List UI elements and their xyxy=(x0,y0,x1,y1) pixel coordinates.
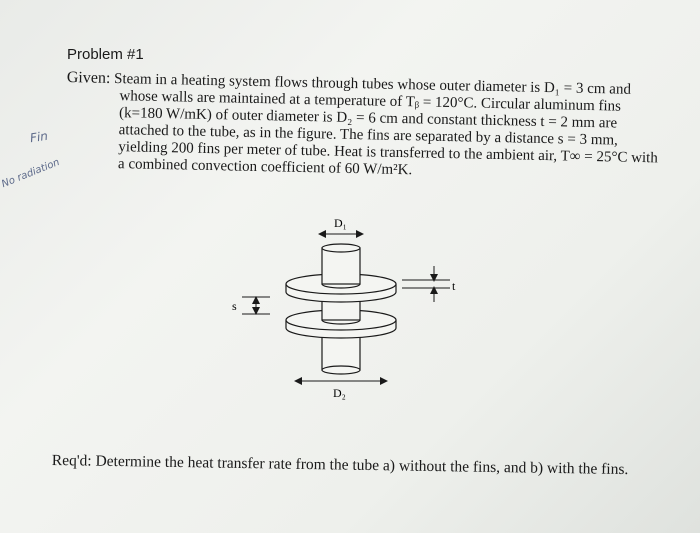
t-label: t xyxy=(452,279,456,293)
problem-number: Problem #1 xyxy=(67,46,144,63)
given-label: Given: xyxy=(66,69,111,87)
given-statement xyxy=(65,69,667,185)
tube-top xyxy=(322,244,360,284)
d2-label: D₂ xyxy=(333,386,346,400)
d1-label: D₁ xyxy=(334,216,347,230)
required-statement: Req'd: Determine the heat transfer rate from the tube a) without the fins, and b) with the fins. xyxy=(51,452,629,479)
finned-tube-figure xyxy=(200,200,480,410)
given-text: Steam in a heating system flows through tubes whose outer diameter is D₁ = 3 cm and whose walls are maintained at a temperature of Tᵦ = 120°C. Circular aluminum fins (k=180 W/mK) of outer diameter is D₂ = 6 cm and constant thickness t = 2 mm are attached to the tube, as in the figure. The fins are separated by a distance s = 3 mm, yielding 200 fins per meter of tube. Heat is transferred to the ambient air, T∞ = 25°C with a combined convection coefficient of 60 W/m²K. xyxy=(113,70,658,179)
s-label: s xyxy=(232,299,237,313)
s-dimension xyxy=(242,297,270,314)
t-dimension xyxy=(402,266,450,302)
handwritten-note-no-radiation: No radiation xyxy=(0,156,62,191)
handwritten-note-fin: Fin xyxy=(29,128,49,146)
